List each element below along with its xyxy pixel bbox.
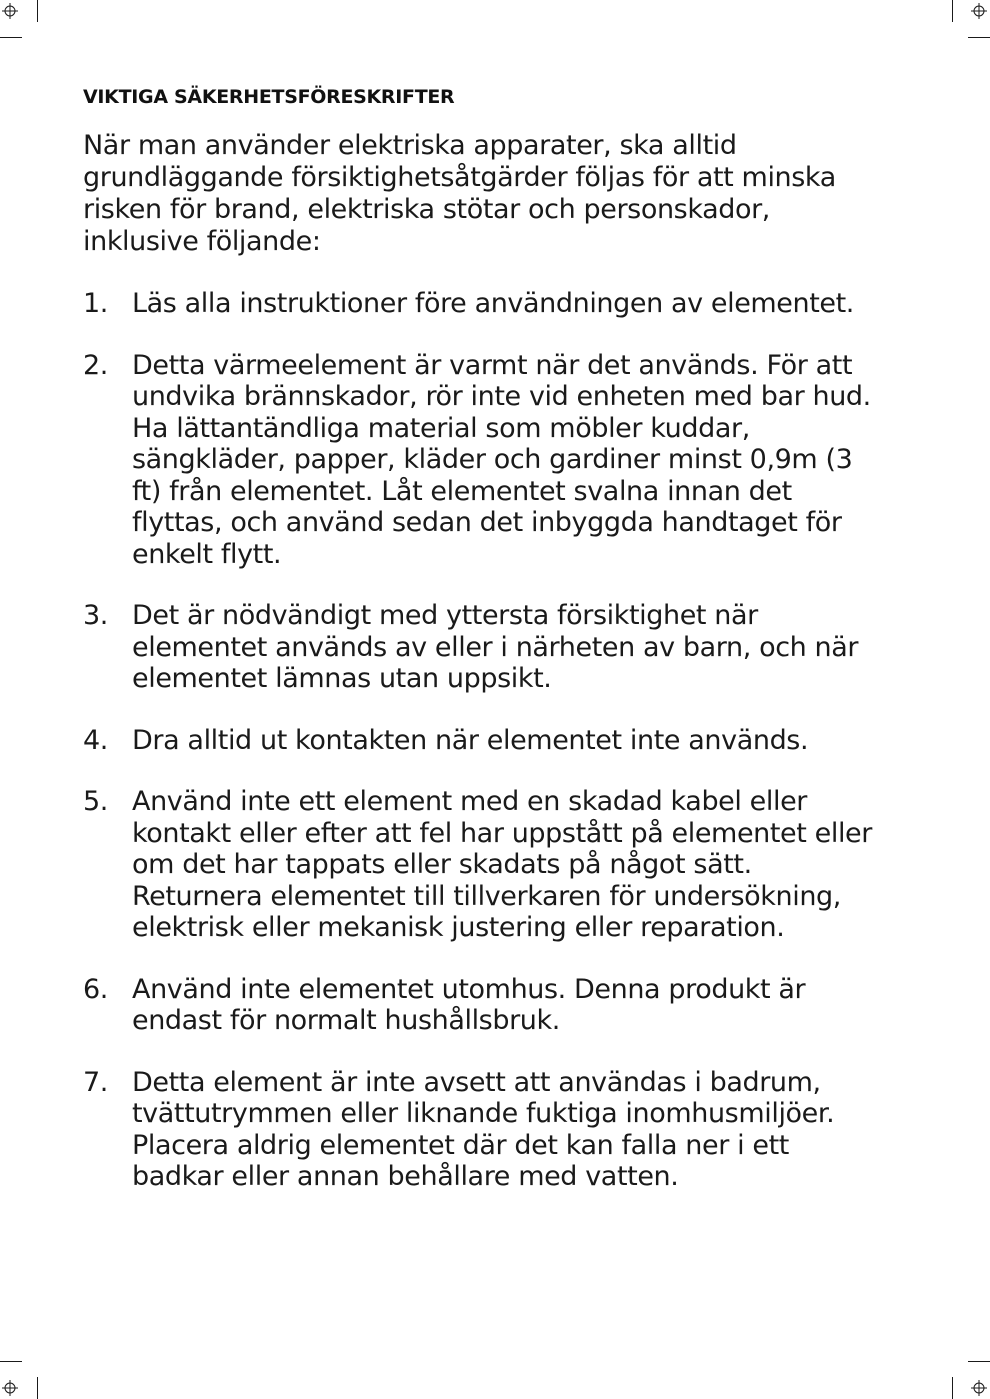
list-item-line: Det är nödvändigt med yttersta försiktighet när (132, 600, 758, 631)
list-item-line: enkelt flytt. (132, 538, 282, 570)
list-item-number: 3. (83, 600, 108, 631)
list-item-number: 1. (83, 288, 108, 319)
intro-line: risken för brand, elektriska stötar och personskador, (83, 194, 770, 225)
list-item-text (132, 725, 943, 757)
intro-paragraph (83, 130, 903, 258)
list-item-line: sängkläder, papper, kläder och gardiner minst 0,9m (3 (132, 444, 853, 475)
list-item-line: elektrisk eller mekanisk justering eller reparation. (132, 912, 785, 943)
crop-mark (0, 1361, 22, 1362)
list-item-line: elementet används av eller i närheten av barn, och när (132, 631, 859, 663)
registration-mark-icon (2, 1380, 18, 1396)
list-item-line: Placera aldrig elementet där det kan falla ner i ett (132, 1129, 789, 1161)
crop-mark (37, 0, 38, 22)
list-item (83, 350, 943, 571)
list-item-number: 2. (83, 349, 108, 381)
list-item (83, 725, 943, 757)
page-heading: VIKTIGA SÄKERHETSFÖRESKRIFTER (83, 86, 455, 108)
list-item-line: tvättutrymmen eller liknande fuktiga inomhusmiljöer. (132, 1098, 835, 1129)
list-item-line: Detta värmeelement är varmt när det används. För att (132, 349, 853, 381)
intro-line: inklusive följande: (83, 226, 321, 257)
list-item-text (132, 1067, 943, 1193)
crop-mark (37, 1377, 38, 1399)
registration-mark-icon (971, 1380, 987, 1396)
list-item-line: ft) från elementet. Låt elementet svalna innan det (132, 475, 792, 507)
list-item (83, 288, 943, 320)
list-item-line: Returnera elementet till tillverkaren för undersökning, (132, 880, 841, 912)
safety-instructions-list (83, 288, 943, 1223)
crop-mark (952, 1377, 953, 1399)
crop-mark (968, 1361, 990, 1362)
list-item (83, 1067, 943, 1193)
crop-mark (952, 0, 953, 22)
list-item-line: Använd inte elementet utomhus. Denna produkt är (132, 973, 806, 1005)
list-item-line: om det har tappats eller skadats på något sätt. (132, 849, 752, 880)
list-item-line: Ha lättantändliga material som möbler kuddar, (132, 412, 750, 444)
list-item (83, 600, 943, 695)
list-item-line: kontakt eller efter att fel har uppstått på elementet eller (132, 817, 872, 849)
crop-mark (0, 37, 22, 38)
list-item-line: flyttas, och använd sedan det inbyggda handtaget för (132, 507, 842, 538)
list-item-text (132, 974, 943, 1037)
list-item-line: endast för normalt hushållsbruk. (132, 1005, 560, 1036)
list-item-number: 6. (83, 973, 108, 1005)
list-item-line: elementet lämnas utan uppsikt. (132, 663, 552, 694)
list-item (83, 786, 943, 944)
list-item-text (132, 600, 943, 695)
list-item-text (132, 786, 943, 944)
list-item-number: 4. (83, 724, 108, 756)
crop-mark (968, 37, 990, 38)
list-item-line: badkar eller annan behållare med vatten. (132, 1161, 679, 1192)
list-item-text (132, 288, 943, 320)
list-item-line: undvika brännskador, rör inte vid enheten med bar hud. (132, 381, 871, 412)
list-item (83, 974, 943, 1037)
registration-mark-icon (971, 3, 987, 19)
list-item-line: Detta element är inte avsett att användas i badrum, (132, 1066, 821, 1098)
list-item-line: Använd inte ett element med en skadad kabel eller (132, 786, 808, 817)
list-item-line: Dra alltid ut kontakten när elementet inte används. (132, 724, 809, 756)
registration-mark-icon (2, 3, 18, 19)
intro-line: grundläggande försiktighetsåtgärder följas för att minska (83, 162, 836, 193)
list-item-line: Läs alla instruktioner före användningen av elementet. (132, 288, 854, 319)
list-item-text (132, 350, 943, 571)
list-item-number: 7. (83, 1066, 108, 1098)
intro-line: När man använder elektriska apparater, ska alltid (83, 130, 737, 161)
list-item-number: 5. (83, 786, 108, 817)
